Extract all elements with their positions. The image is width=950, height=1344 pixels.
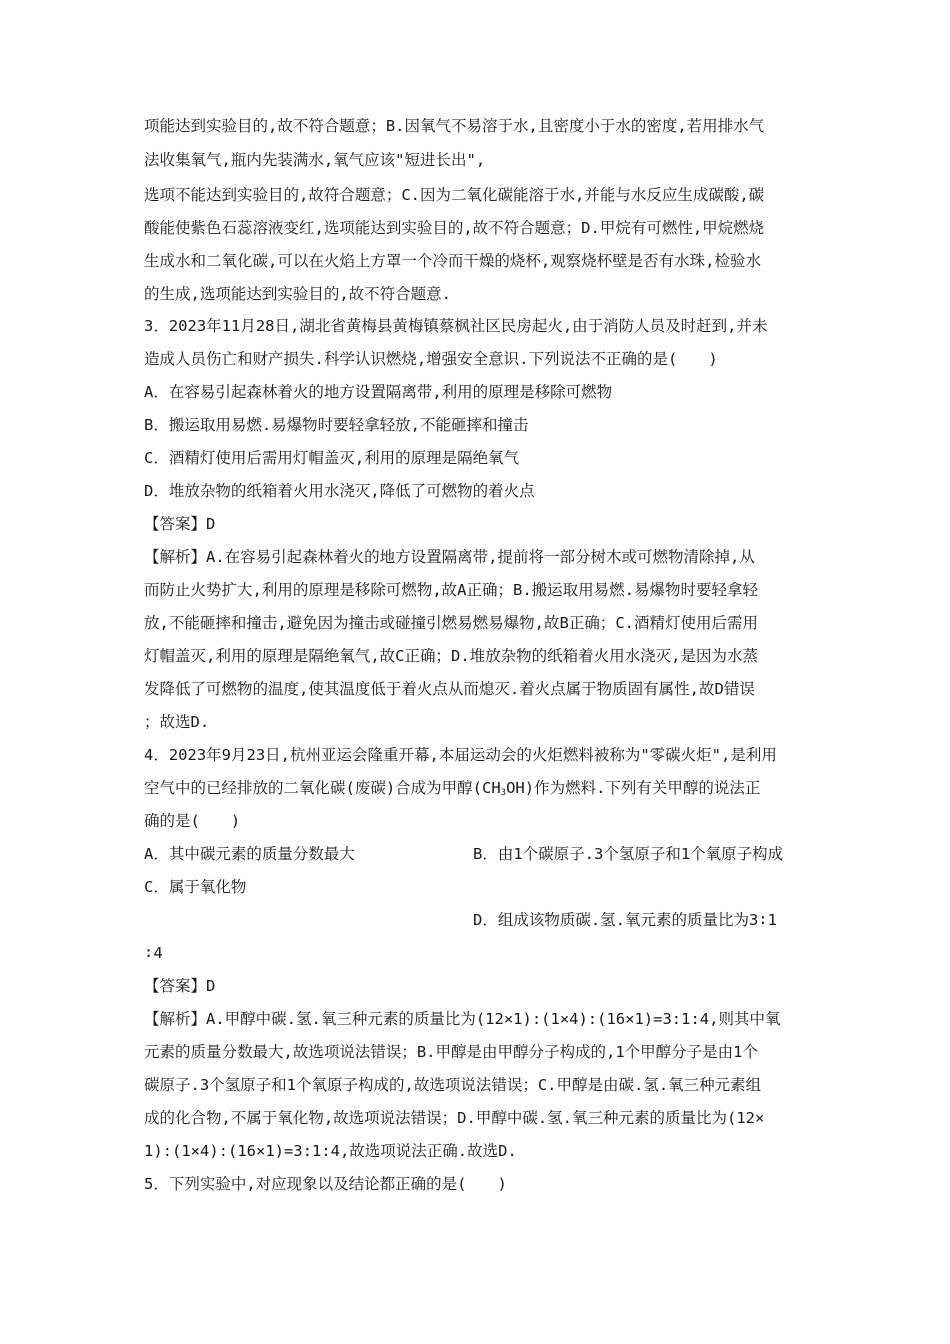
question-3-stem: 3．2023年11月28日,湖北省黄梅县黄梅镇蔡枫社区民房起火,由于消防人员及时赶到,并未 xyxy=(144,317,768,335)
question-3-option-d: D．堆放杂物的纸箱着火用水浇灭,降低了可燃物的着火点 xyxy=(144,482,535,500)
question-3-analysis: 灯帽盖灭,利用的原理是隔绝氧气,故C正确；D.堆放杂物的纸箱着火用水浇灭,是因为水蒸 xyxy=(144,647,758,665)
question-4-option-b: B．由1个碳原子.3个氢原子和1个氧原子构成 xyxy=(473,845,784,863)
question-4-option-a: A．其中碳元素的质量分数最大 xyxy=(144,845,355,863)
question-5-stem: 5．下列实验中,对应现象以及结论都正确的是( ) xyxy=(144,1175,507,1193)
question-3-option-c: C．酒精灯使用后需用灯帽盖灭,利用的原理是隔绝氧气 xyxy=(144,449,520,467)
question-4-analysis: 碳原子.3个氢原子和1个氧原子构成的,故选项说法错误；C.甲醇是由碳.氢.氧三种元素组 xyxy=(144,1076,762,1094)
question-3-analysis: ；故选D. xyxy=(144,713,210,731)
question-3-answer: 【答案】D xyxy=(144,515,216,533)
question-4-stem-part: 空气中的已经排放的二氧化碳(废碳)合成为甲醇(CH xyxy=(144,779,501,797)
question-4-option-c: C．属于氧化物 xyxy=(144,878,247,896)
question-4-stem: 4．2023年9月23日,杭州亚运会隆重开幕,本届运动会的火炬燃料被称为"零碳火炬",是利用 xyxy=(144,746,777,764)
text-line: 选项不能达到实验目的,故符合题意；C.因为二氧化碳能溶于水,并能与水反应生成碳酸,碳 xyxy=(144,186,765,204)
question-4-analysis: 成的化合物,不属于氧化物,故选项说法错误；D.甲醇中碳.氢.氧三种元素的质量比为(12× xyxy=(144,1109,765,1127)
question-4-option-d: D．组成该物质碳.氢.氧元素的质量比为3∶1 xyxy=(473,911,777,929)
question-3-analysis: 发降低了可燃物的温度,使其温度低于着火点从而熄灭.着火点属于物质固有属性,故D错误 xyxy=(144,680,755,698)
question-3-option-b: B．搬运取用易燃.易爆物时要轻拿轻放,不能砸摔和撞击 xyxy=(144,416,529,434)
question-3-analysis: 而防止火势扩大,利用的原理是移除可燃物,故A正确；B.搬运取用易燃.易爆物时要轻拿轻 xyxy=(144,581,758,599)
question-4-answer: 【答案】D xyxy=(144,977,216,995)
question-3-stem: 造成人员伤亡和财产损失.科学认识燃烧,增强安全意识.下列说法不正确的是( ) xyxy=(144,350,718,368)
text-line: 的生成,选项能达到实验目的,故不符合题意. xyxy=(144,285,451,303)
text-line: 生成水和二氧化碳,可以在火焰上方罩一个冷而干燥的烧杯,观察烧杯壁是否有水珠,检验水 xyxy=(144,252,761,270)
text-line: 项能达到实验目的,故不符合题意；B.因氧气不易溶于水,且密度小于水的密度,若用排水气 xyxy=(144,117,765,135)
text-line: 法收集氧气,瓶内先装满水,氧气应该"短进长出", xyxy=(144,151,486,169)
question-3-analysis: 放,不能砸摔和撞击,避免因为撞击或碰撞引燃易燃易爆物,故B正确；C.酒精灯使用后需用 xyxy=(144,614,758,632)
question-4-stem xyxy=(144,778,760,803)
question-4-analysis: 1):(1×4):(16×1)=3:1:4,故选项说法正确.故选D. xyxy=(144,1142,517,1160)
question-3-option-a: A．在容易引起森林着火的地方设置隔离带,利用的原理是移除可燃物 xyxy=(144,383,613,401)
question-4-analysis: 元素的质量分数最大,故选项说法错误；B.甲醇是由甲醇分子构成的,1个甲醇分子是由1个 xyxy=(144,1043,758,1061)
formula-subscript: 3 xyxy=(500,788,507,798)
question-4-analysis: 【解析】A.甲醇中碳.氢.氧三种元素的质量比为(12×1):(1×4):(16×1)=3:1:4,则其中氧 xyxy=(144,1010,781,1028)
question-4-stem-part: OH)作为燃料.下列有关甲醇的说法正 xyxy=(506,779,761,797)
question-4-option-d: ∶4 xyxy=(144,944,163,962)
question-4-stem: 确的是( ) xyxy=(144,812,241,830)
text-line: 酸能使紫色石蕊溶液变红,选项能达到实验目的,故不符合题意；D.甲烷有可燃性,甲烷燃烧 xyxy=(144,219,765,237)
question-3-analysis: 【解析】A.在容易引起森林着火的地方设置隔离带,提前将一部分树木或可燃物清除掉,从 xyxy=(144,548,755,566)
